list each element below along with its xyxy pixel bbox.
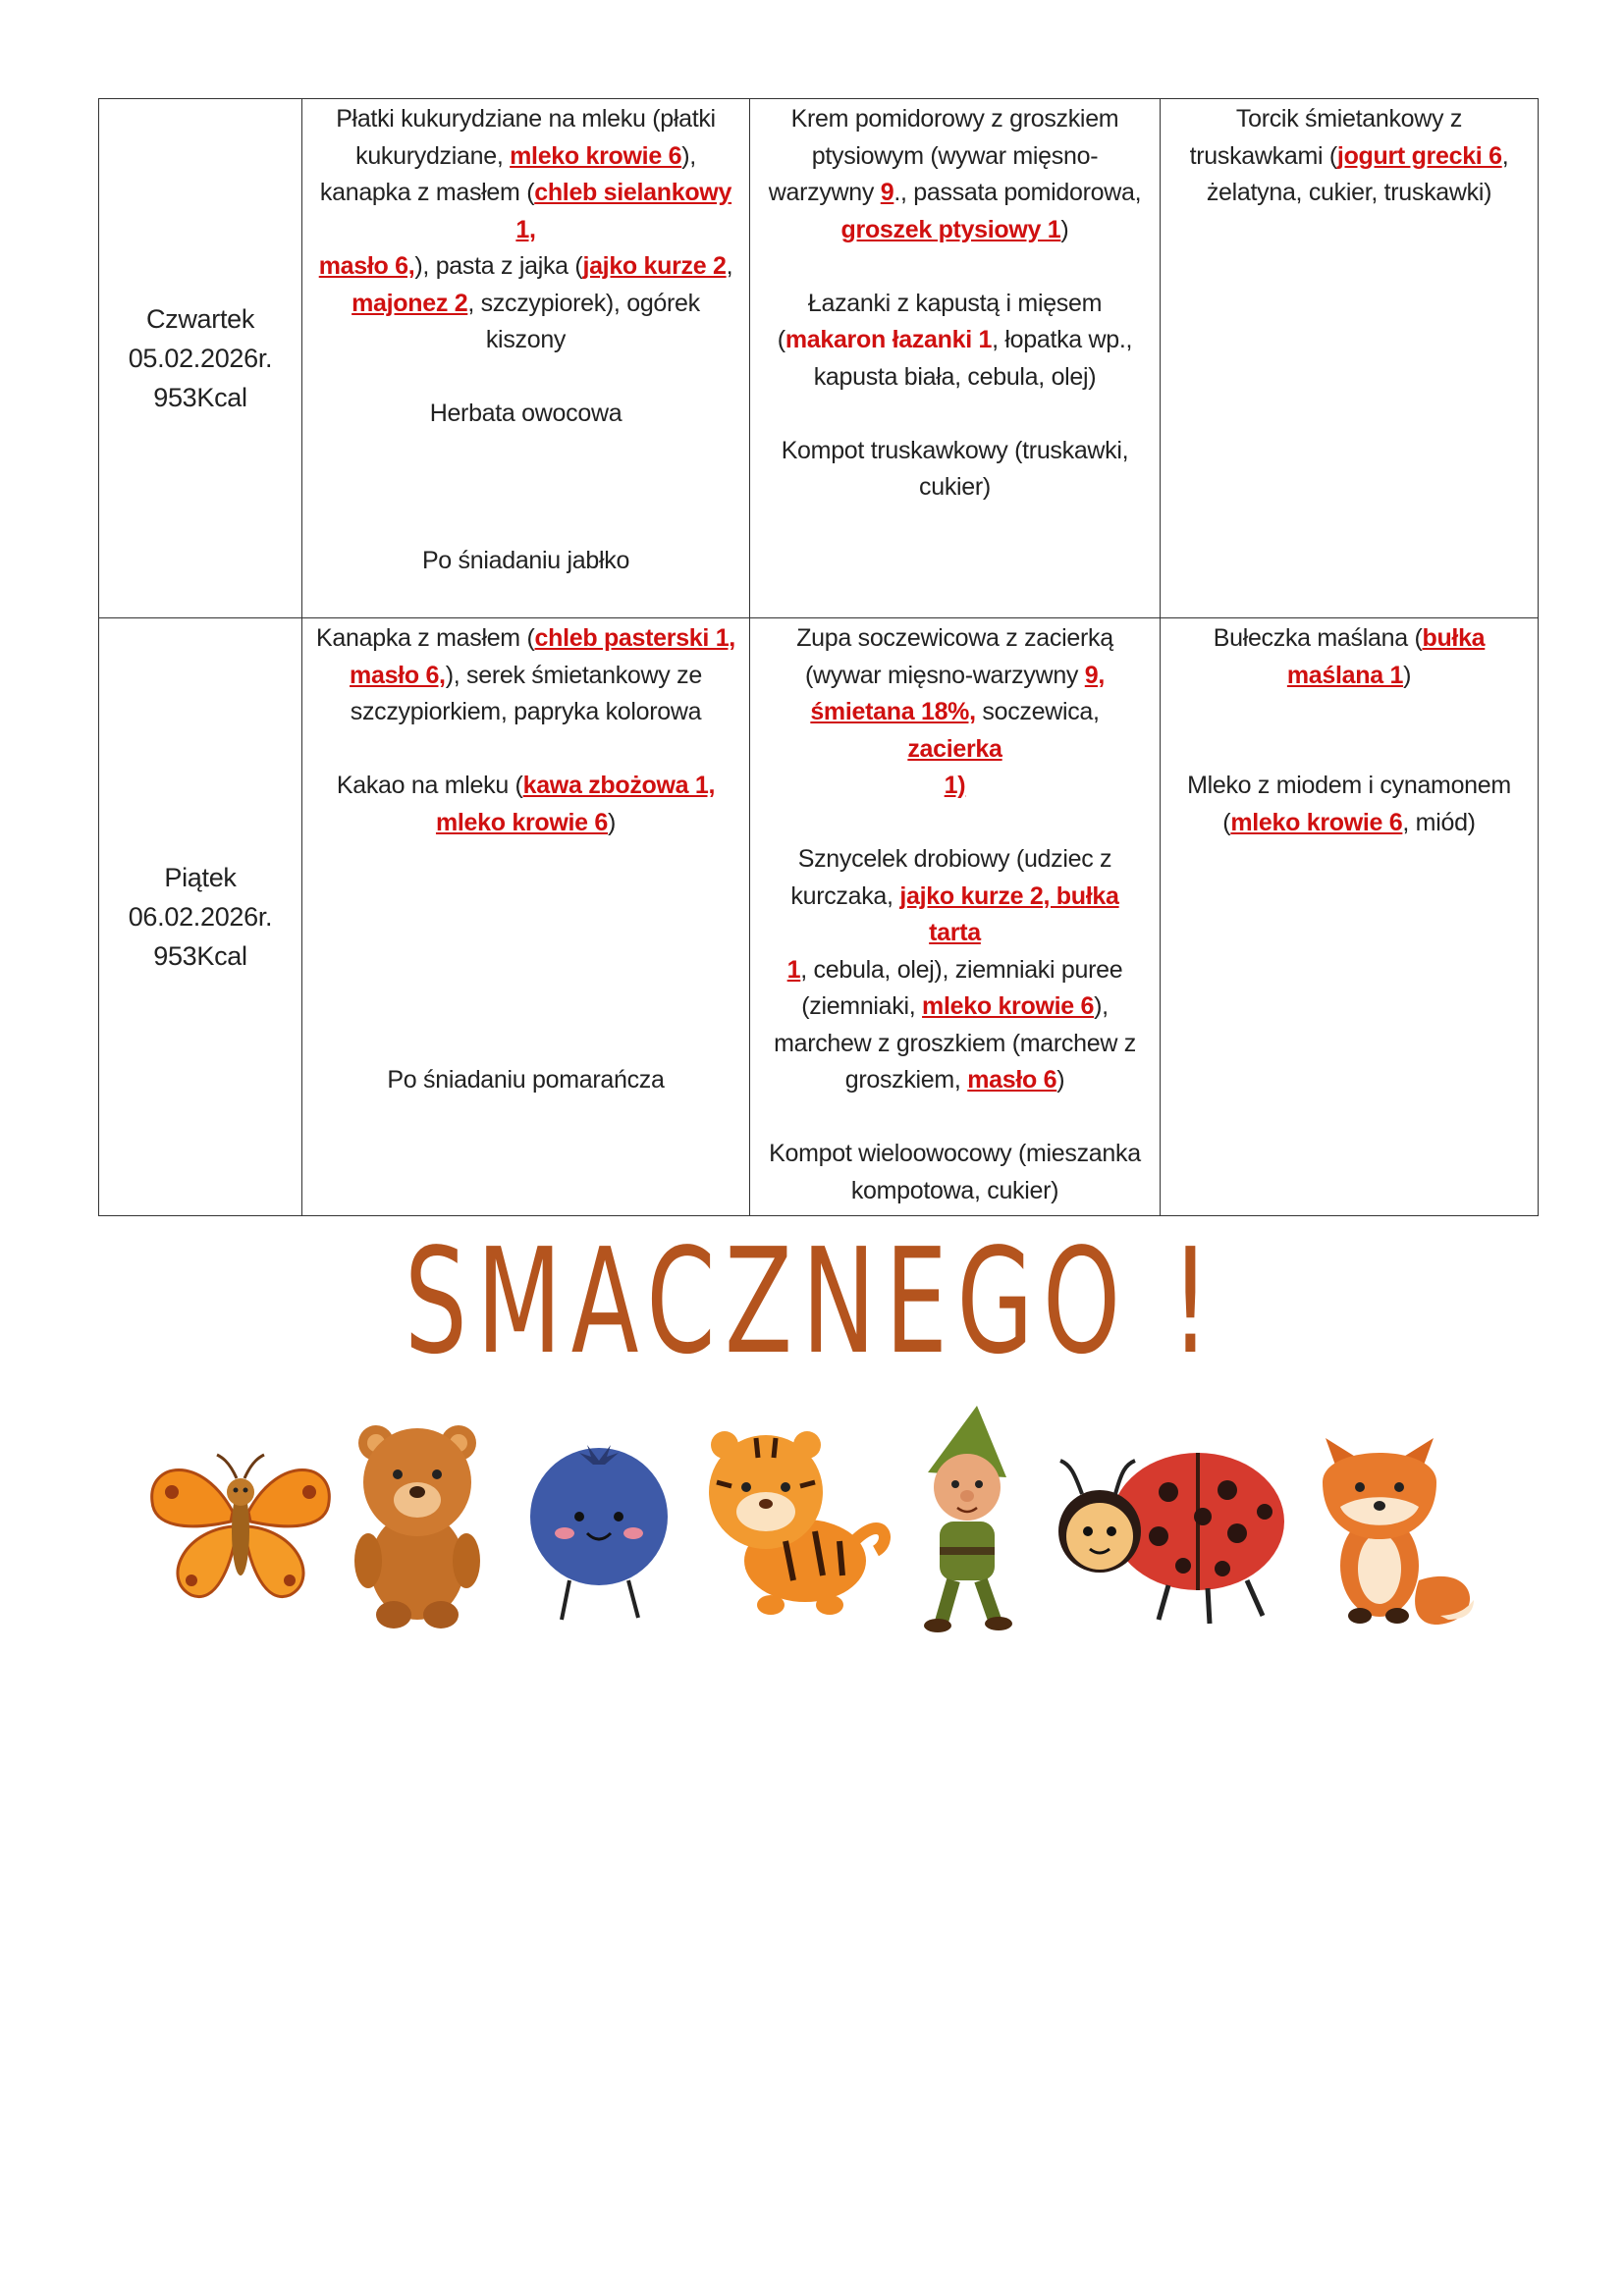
drink-text: Herbata owocowa (429, 400, 623, 427)
allergen-text: masło 6, (318, 252, 415, 280)
spacer (316, 359, 735, 397)
drink-text: Mleko z miodem i cynamonem (1187, 772, 1511, 799)
spacer (316, 952, 735, 989)
spacer (316, 433, 735, 470)
day-kcal: 953Kcal (153, 941, 247, 971)
menu-text: ), (1094, 992, 1109, 1020)
lunch-cell (750, 618, 1161, 1216)
allergen-text: 9 (880, 179, 894, 206)
menu-text: żelatyna, cukier, truskawki) (1206, 179, 1492, 206)
menu-text: , szczypiorek), ogórek (467, 289, 700, 317)
menu-text: Łazanki z kapustą i mięsem (807, 289, 1103, 317)
allergen-text: zacierka (907, 734, 1002, 763)
menu-text: marchew z groszkiem (marchew z (774, 1029, 1136, 1057)
gnome-icon (924, 1406, 1012, 1632)
menu-text: ( (777, 326, 785, 353)
allergen-text: chleb sielankowy 1, (515, 179, 732, 243)
menu-line (764, 322, 1146, 359)
menu-text: ) (608, 808, 617, 836)
allergen-text: mleko krowie 6 (1230, 808, 1403, 836)
day-cell (99, 99, 302, 618)
drink-text: kompotowa, cukier) (850, 1176, 1059, 1204)
menu-text: ) (1060, 215, 1069, 243)
day-cell (99, 618, 302, 1216)
menu-text: kurczaka, (790, 881, 900, 910)
menu-line (764, 879, 1146, 952)
spacer (764, 396, 1146, 433)
menu-text: Kakao na mleku ( (336, 772, 523, 799)
menu-line (1174, 138, 1524, 176)
allergen-text: majonez 2 (352, 289, 468, 317)
menu-text: Kanapka z masłem ( (316, 624, 535, 652)
day-kcal: 953Kcal (153, 383, 247, 412)
spacer (316, 507, 735, 544)
menu-line (316, 768, 735, 805)
menu-text: kapusta biała, cebula, olej) (813, 362, 1097, 391)
tiger-icon (709, 1431, 885, 1615)
menu-text: , (726, 252, 733, 280)
allergen-text: mleko krowie 6 (922, 992, 1095, 1020)
spacer (1174, 694, 1524, 731)
allergen-text: groszek ptysiowy 1 (840, 215, 1061, 243)
breakfast-cell (302, 99, 750, 618)
allergen-text: makaron łazanki 1 (785, 326, 993, 353)
illustration-strip (147, 1404, 1483, 1639)
day-name: Czwartek (145, 304, 255, 334)
butterfly-icon (152, 1455, 330, 1597)
snack-cell (1161, 618, 1539, 1216)
menu-text: , cebula, olej), ziemniaki puree (800, 955, 1123, 984)
menu-row-friday (99, 618, 1539, 1216)
day-date: 06.02.2026r. (128, 902, 273, 932)
blueberry-icon (530, 1445, 668, 1620)
menu-text: (wywar mięsno-warzywny (804, 661, 1085, 689)
allergen-text: 1 (786, 955, 801, 984)
menu-line (764, 1062, 1146, 1099)
menu-text: soczewica, (975, 698, 1100, 725)
allergen-text: mleko krowie 6 (435, 808, 609, 836)
menu-text: Torcik śmietankowy z (1235, 105, 1463, 133)
menu-line (316, 138, 735, 176)
menu-text: ., passata pomidorowa, (893, 179, 1142, 206)
breakfast-cell (302, 618, 750, 1216)
ladybug-icon (1058, 1453, 1284, 1624)
menu-line (764, 212, 1146, 249)
menu-text: kukurydziane, (355, 141, 511, 170)
menu-text: Zupa soczewicowa z zacierką (796, 624, 1113, 652)
menu-text: Płatki kukurydziane na mleku (płatki (336, 105, 716, 133)
day-name: Piątek (164, 863, 237, 892)
menu-text: ) (1403, 661, 1412, 689)
menu-line (1174, 805, 1524, 842)
menu-line (764, 658, 1146, 695)
menu-text: kiszony (485, 326, 567, 353)
menu-text: ), (681, 141, 696, 170)
menu-text: kanapka z masłem ( (319, 179, 535, 206)
spacer (764, 248, 1146, 286)
page-title: SMACZNEGO ! (404, 1217, 1220, 1386)
day-date: 05.02.2026r. (128, 344, 273, 373)
menu-line (764, 988, 1146, 1026)
menu-text: szczypiorkiem, papryka kolorowa (350, 698, 702, 725)
spacer (316, 1026, 735, 1063)
menu-line (316, 658, 735, 695)
menu-text: Sznycelek drobiowy (udziec z (797, 845, 1112, 873)
spacer (1174, 731, 1524, 769)
spacer (316, 988, 735, 1026)
menu-text: (ziemniaki, (801, 992, 923, 1020)
spacer (764, 805, 1146, 842)
spacer (316, 841, 735, 879)
after-breakfast-text: Po śniadaniu jabłko (421, 547, 630, 574)
allergen-text: 1) (944, 772, 966, 799)
spacer (316, 469, 735, 507)
menu-text: ), serek śmietankowy ze (445, 661, 702, 689)
allergen-text: śmietana 18%, (810, 698, 976, 725)
menu-line (764, 175, 1146, 212)
allergen-text: jogurt grecki 6 (1336, 141, 1502, 170)
allergen-text: 9, (1084, 661, 1106, 689)
menu-line (764, 694, 1146, 768)
menu-text: ( (1222, 808, 1231, 836)
lunch-cell (750, 99, 1161, 618)
menu-text: , łopatka wp., (992, 326, 1133, 353)
menu-text: , (1501, 141, 1509, 170)
after-breakfast-text: Po śniadaniu pomarańcza (387, 1066, 665, 1094)
menu-line (764, 952, 1146, 989)
menu-line (316, 805, 735, 842)
menu-line (316, 620, 735, 658)
menu-text: truskawkami ( (1189, 141, 1337, 170)
menu-text: Bułeczka maślana ( (1213, 624, 1423, 652)
spacer (316, 879, 735, 916)
drink-text: cukier) (919, 473, 991, 501)
menu-text: warzywny (768, 179, 881, 206)
drink-text: Kompot truskawkowy (truskawki, (781, 436, 1129, 464)
menu-text: , miód) (1402, 808, 1476, 836)
menu-text: ) (1056, 1066, 1065, 1094)
allergen-text: jajko kurze 2, bułka tarta (899, 881, 1119, 946)
spacer (316, 915, 735, 952)
menu-line (316, 286, 735, 323)
spacer (316, 731, 735, 769)
allergen-text: kawa zbożowa 1, (522, 772, 716, 799)
menu-line (1174, 658, 1524, 695)
snack-cell (1161, 99, 1539, 618)
menu-line (316, 175, 735, 248)
allergen-text: mleko krowie 6 (510, 141, 682, 170)
bear-icon (354, 1425, 480, 1629)
menu-line (1174, 620, 1524, 658)
menu-table (98, 98, 1539, 1216)
allergen-text: chleb pasterski 1, (534, 624, 735, 652)
menu-text: groszkiem, (844, 1066, 968, 1094)
menu-text: ), pasta z jajka ( (414, 252, 583, 280)
menu-row-thursday (99, 99, 1539, 618)
allergen-text: masło 6, (350, 661, 446, 689)
allergen-text: maślana 1 (1286, 661, 1404, 689)
allergen-text: masło 6 (967, 1066, 1057, 1094)
allergen-text: bułka (1422, 624, 1486, 652)
menu-line (316, 248, 735, 286)
spacer (764, 1099, 1146, 1137)
drink-text: Kompot wieloowocowy (mieszanka (769, 1140, 1141, 1167)
fox-icon (1323, 1438, 1474, 1625)
menu-text: ptysiowym (wywar mięsno- (811, 141, 1099, 170)
allergen-text: jajko kurze 2 (582, 252, 727, 280)
menu-text: Krem pomidorowy z groszkiem (790, 105, 1119, 133)
